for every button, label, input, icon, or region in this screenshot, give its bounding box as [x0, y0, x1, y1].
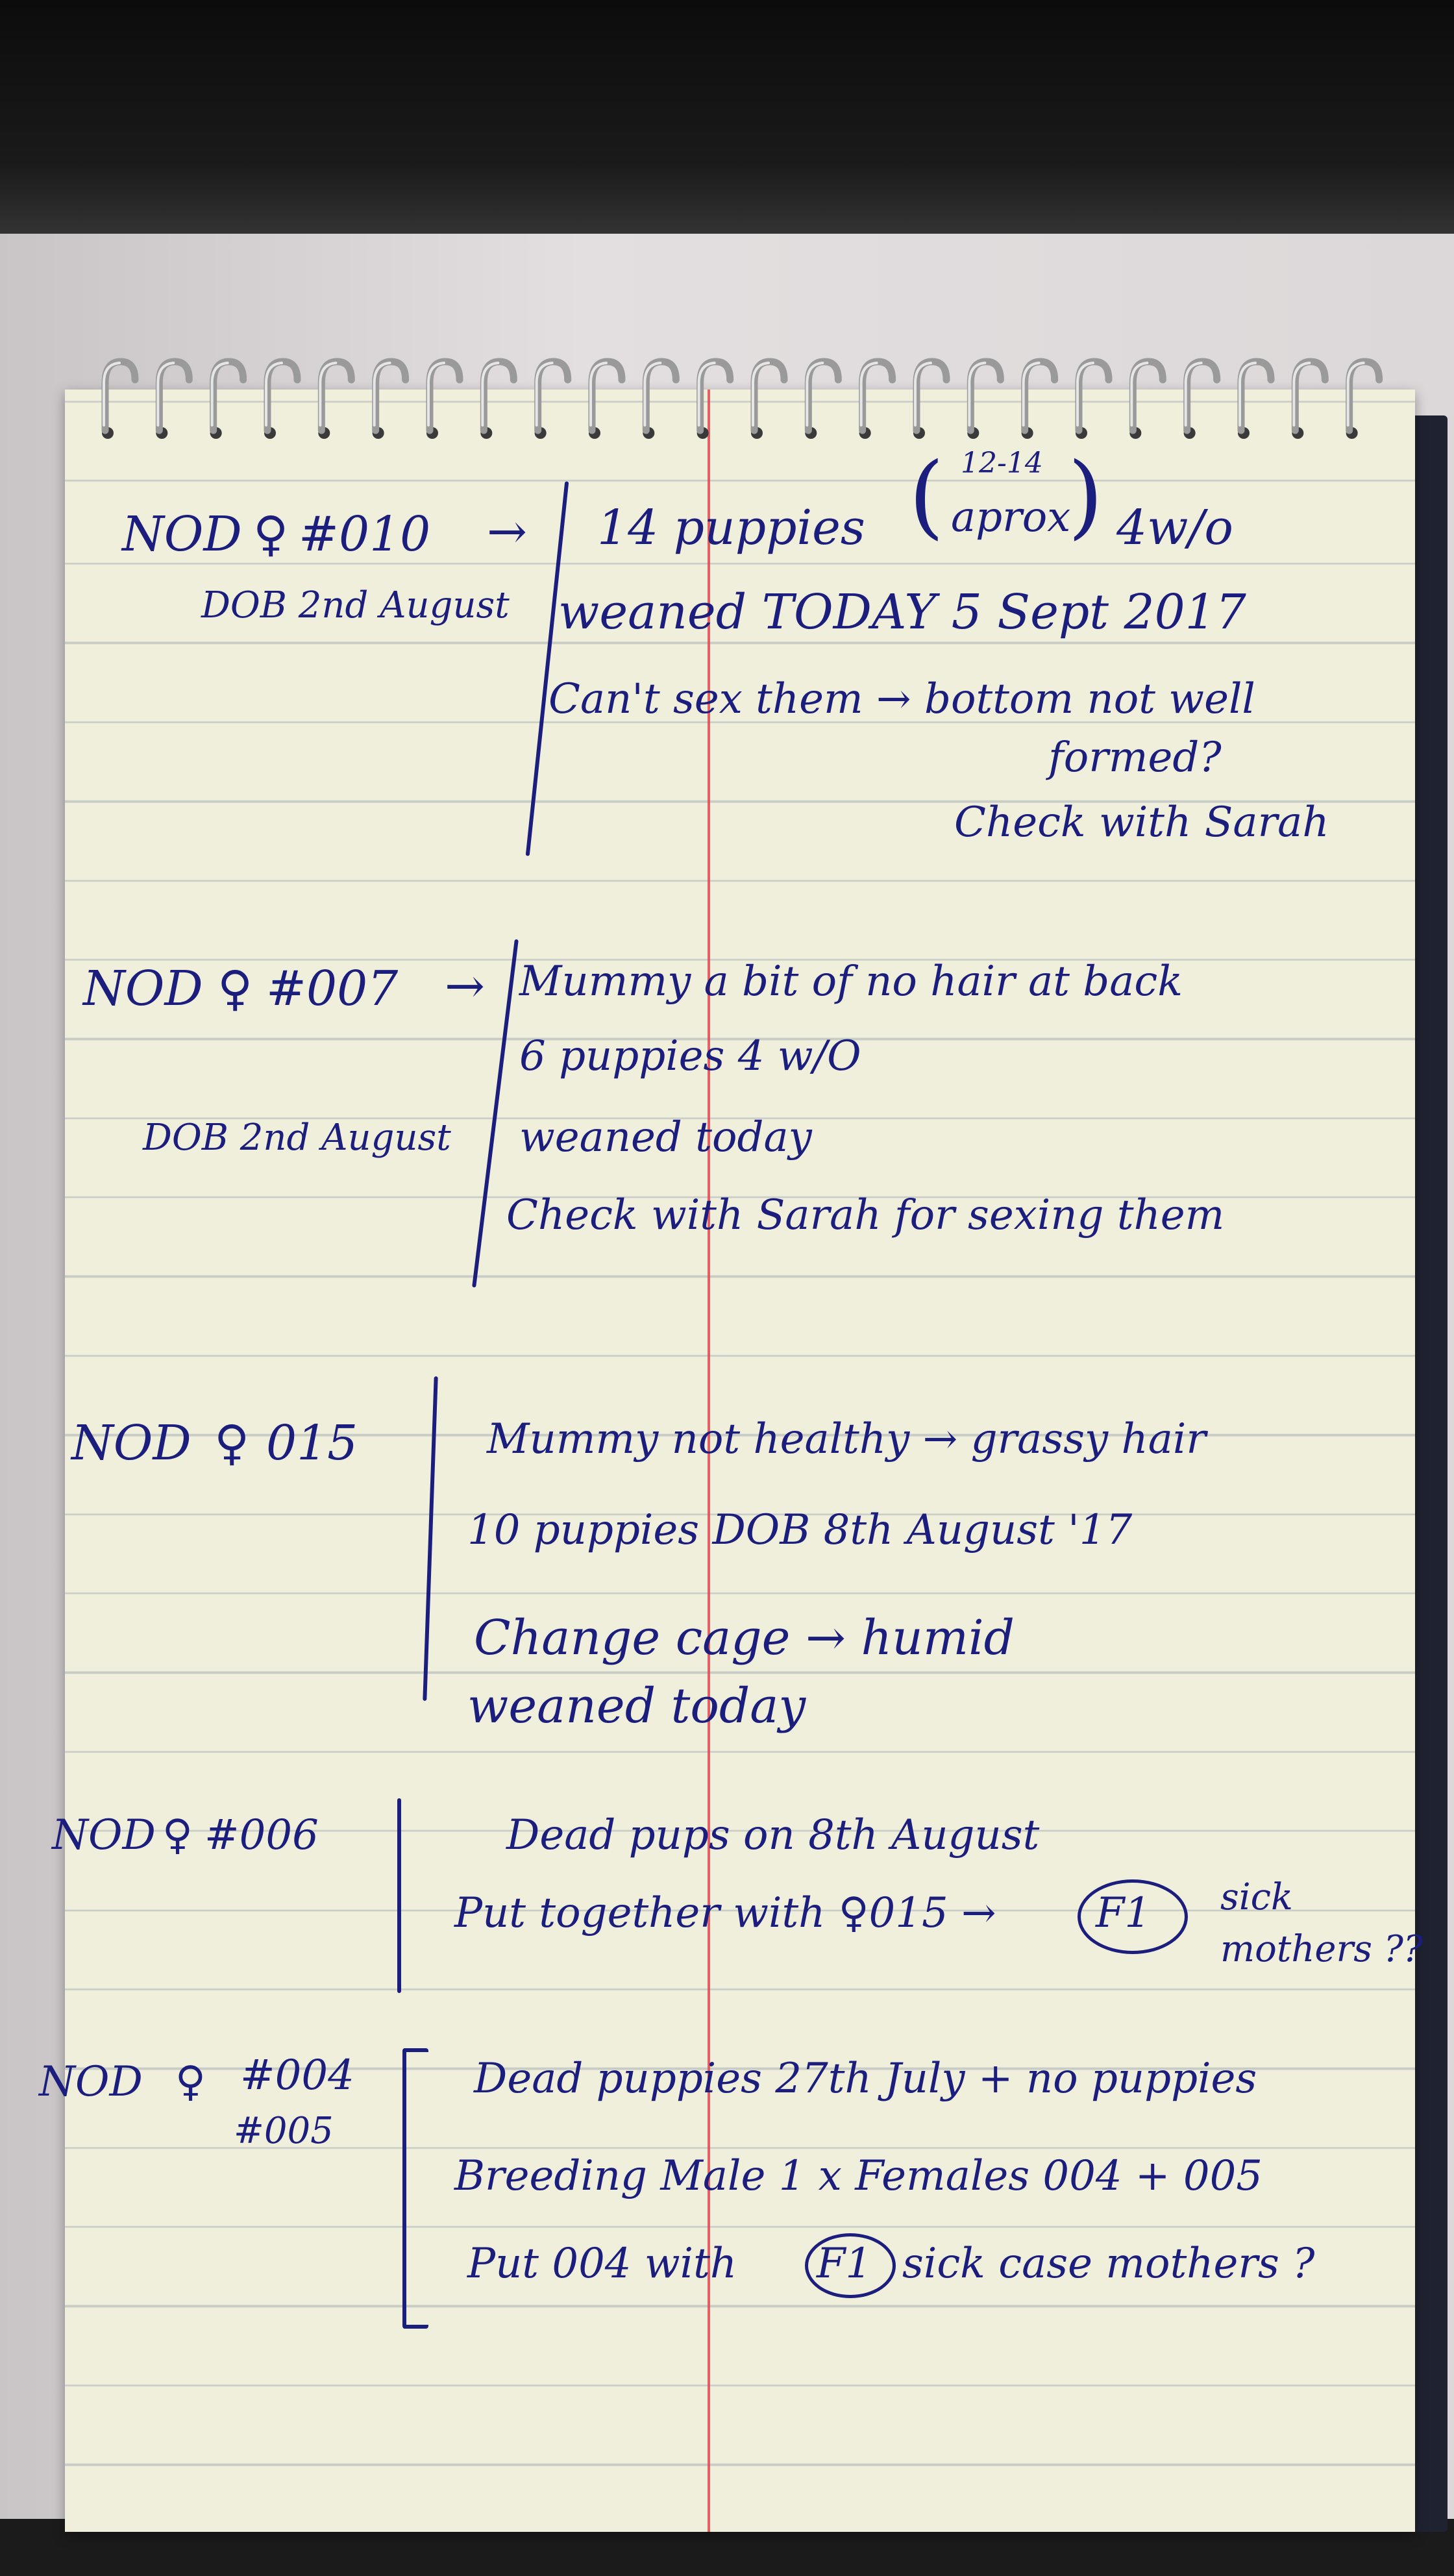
female-symbol: ♀ [217, 961, 253, 1017]
spiral-ring [535, 362, 568, 439]
entry-015-mummy: Mummy not healthy → grassy hair [487, 1415, 1206, 1463]
entry-006-f1: F1 [1096, 1889, 1152, 1937]
spiral-ring [264, 362, 297, 439]
entry-004-prefix: NOD [39, 2058, 143, 2106]
spiral-ring [967, 362, 1000, 439]
entry-006-sick: sick [1220, 1876, 1293, 1918]
female-symbol: ♀ [214, 1415, 250, 1471]
spiral-ring [1292, 362, 1325, 439]
spiral-ring [480, 362, 513, 439]
spiral-binding [97, 354, 1409, 445]
entry-010-age: 4w/o [1116, 500, 1233, 556]
entry-006-id: #006 [204, 1811, 319, 1859]
spiral-ring [1184, 362, 1217, 439]
entry-015-weaned: weaned today [467, 1678, 806, 1734]
entry-010-prefix: NOD [122, 506, 242, 562]
entry-006-put-together: Put together with ♀015 → [454, 1889, 996, 1937]
spiral-ring [805, 362, 838, 439]
entry-010-formed: formed? [1048, 734, 1222, 782]
entry-007-dob: DOB 2nd August [143, 1117, 451, 1159]
entry-015-change-cage: Change cage → humid [474, 1610, 1015, 1666]
entry-010-range: 12-14 [961, 447, 1043, 480]
entry-005-id: #005 [234, 2110, 334, 2152]
dark-background-top [0, 0, 1454, 234]
entry-004-breeding: Breeding Male 1 x Females 004 + 005 [454, 2152, 1263, 2200]
spiral-ring [318, 362, 351, 439]
spiral-ring [102, 362, 135, 439]
spiral-ring [751, 362, 784, 439]
entry-bracket [402, 2048, 428, 2329]
entry-divider [423, 1376, 437, 1701]
notebook-page [39, 390, 1423, 2532]
entry-007-weaned: weaned today [519, 1113, 812, 1161]
right-parenthesis: ) [1068, 443, 1103, 549]
entry-006-prefix: NOD [52, 1811, 156, 1859]
spiral-ring [1129, 362, 1163, 439]
entry-010-dob: DOB 2nd August [201, 584, 510, 626]
spiral-ring [589, 362, 622, 439]
entry-004-f1: F1 [817, 2240, 872, 2288]
entry-010-aprox: aprox [951, 493, 1071, 541]
female-symbol: ♀ [175, 2058, 206, 2106]
entry-divider [526, 481, 569, 856]
entry-divider [397, 1798, 401, 1993]
entry-007-id: #007 [266, 961, 399, 1017]
spiral-ring [697, 362, 730, 439]
spiral-ring [1238, 362, 1271, 439]
spiral-ring [210, 362, 243, 439]
entry-010-puppies: 14 puppies [597, 500, 865, 556]
entry-004-dead-puppies: Dead puppies 27th July + no puppies [474, 2055, 1257, 2103]
entry-015-prefix: NOD [71, 1415, 191, 1471]
spiral-ring [426, 362, 460, 439]
female-symbol: ♀ [162, 1811, 193, 1859]
spiral-ring [1346, 362, 1379, 439]
entry-007-prefix: NOD [83, 961, 203, 1017]
spiral-ring [859, 362, 893, 439]
entry-007-mummy: Mummy a bit of no hair at back [519, 958, 1183, 1006]
spiral-ring [643, 362, 676, 439]
entry-004-sick-case: sick case mothers ? [902, 2240, 1315, 2288]
entry-010-cant-sex: Can't sex them → bottom not well [548, 675, 1255, 723]
spiral-ring [373, 362, 406, 439]
spiral-ring [156, 362, 189, 439]
entry-010-weaned: weaned TODAY 5 Sept 2017 [558, 584, 1246, 640]
spiral-ring [1022, 362, 1055, 439]
spiral-ring [1076, 362, 1109, 439]
entry-010-check-sarah: Check with Sarah [954, 799, 1329, 847]
entry-004-id: #004 [240, 2051, 354, 2099]
entry-015-id: 015 [266, 1415, 358, 1471]
entry-006-dead-pups: Dead pups on 8th August [506, 1811, 1040, 1859]
arrow-icon: → [487, 504, 528, 560]
left-parenthesis: ( [909, 443, 944, 549]
spiral-rings [97, 354, 1409, 445]
entry-007-check-sarah: Check with Sarah for sexing them [506, 1191, 1225, 1239]
female-symbol: ♀ [253, 506, 289, 562]
entry-007-puppies: 6 puppies 4 w/O [519, 1032, 861, 1080]
entry-015-puppies: 10 puppies DOB 8th August '17 [467, 1506, 1133, 1554]
spiral-ring [913, 362, 946, 439]
arrow-icon: → [445, 958, 486, 1014]
entry-010-id: #010 [299, 506, 431, 562]
entry-006-mothers: mothers ?? [1220, 1928, 1423, 1970]
entry-004-put-with: Put 004 with [467, 2240, 737, 2288]
